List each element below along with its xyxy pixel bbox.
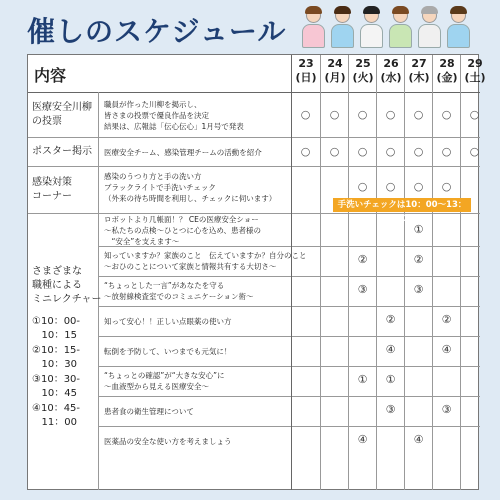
time-slot: ④10：45- 11：00 [32,403,81,428]
lecture-slot-mark: ③ [413,283,424,296]
lecture-slot-mark: ② [385,313,396,326]
senryu-day-mark: ○ [469,108,480,121]
lecture-slot-mark: ④ [385,343,396,356]
staff-illustration [300,6,472,50]
poster-day-mark: ○ [357,145,368,158]
doctor-icon [358,6,385,50]
weekday-label: (金) [436,71,458,84]
category-infection: 感染対策 コーナー [32,177,72,202]
nurse-icon [300,6,327,50]
senryu-day-mark: ○ [413,108,424,121]
category-lectures: さまざまな 職種による ミニレクチャー [32,266,102,305]
day-number: 23 [298,57,314,70]
day-number: 29 [467,57,483,70]
lecture-slot-mark: ④ [441,343,452,356]
poster-day-mark: ○ [329,145,340,158]
lecture-slot-mark: ② [441,313,452,326]
lecture-slot-mark: ① [357,373,368,386]
lecture-title: 知って安心！！正しい点眼薬の使い方 [104,316,232,326]
weekday-label: (日) [295,71,317,84]
category-senryu: 医療安全川柳 の投票 [32,102,92,127]
weekday-label: (水) [380,71,402,84]
category-poster: ポスター掲示 [32,146,92,157]
lecture-slot-mark: ① [413,222,424,236]
infection-day-mark: ○ [441,180,452,193]
staff-icon [329,6,356,50]
lecture-slot-mark: ③ [357,283,368,296]
day-header-29 [461,57,489,85]
senryu-day-mark: ○ [329,108,340,121]
day-number: 25 [355,57,371,70]
lecture-title: “ちょっとの確認”が“大きな安心”に 〜血液型から見える医療安全〜 [104,371,225,391]
time-slot: ①10：00- 10：15 [32,316,81,341]
poster-day-mark: ○ [441,145,452,158]
day-number: 27 [411,57,427,70]
infection-day-mark: ○ [385,180,396,193]
senryu-day-mark: ○ [357,108,368,121]
lecture-slot-mark: ④ [413,433,424,446]
lecture-slot-mark: ② [357,253,368,266]
lecture-slot-mark: ② [413,253,424,266]
senryu-day-mark: ○ [385,108,396,121]
lecture-slot-mark: ③ [385,403,396,416]
day-header-25 [349,57,377,85]
day-number: 26 [383,57,399,70]
lecture-title: 知っていますか？家族のこと 伝えていますか？自分のこと 〜おひのことについて家族と情報共有する大切さ〜 [104,251,307,271]
staff-icon [387,6,414,50]
senryu-description: 職員が作った川柳を掲示し、 皆さまの投票で優良作品を決定 結果は、広報誌「伝心伝心」1月号で発表 [104,100,244,131]
day-header-28 [433,57,461,85]
weekday-label: (木) [408,71,430,84]
poster-day-mark: ○ [413,145,424,158]
content-header: 内容 [34,66,67,85]
day-header-23 [292,57,320,85]
infection-day-mark: ○ [413,180,424,193]
day-number: 28 [439,57,455,70]
day-header-26 [377,57,405,85]
weekday-label: (月) [324,71,346,84]
doctor-icon [445,6,472,50]
weekday-label: (土) [464,71,486,84]
time-slot: ②10：15- 10：30 [32,345,81,370]
lecture-title: ロボットより几帳面！？ CEの医療安全ショー 〜私たちの点検〜ひとつに心を込め、患者様の “安全”を支えます〜 [104,215,262,246]
lecture-title: 転倒を予防して、いつまでも元気に！ [104,346,232,356]
time-slot: ③10：30- 10：45 [32,374,81,399]
poster-day-mark: ○ [385,145,396,158]
day-header-24 [321,57,349,85]
lecture-slot-mark: ③ [441,403,452,416]
weekday-label: (火) [352,71,374,84]
day-header-27 [405,57,433,85]
infection-description: 感染のうつり方と手の洗い方 ブラックライトで手洗いチェック （外来の待ち時間を利用し、チェックに伺います） [104,172,277,203]
page-title: 催しのスケジュール [27,15,287,48]
senryu-day-mark: ○ [441,108,452,121]
lecture-slot-mark: ④ [357,433,368,446]
lecture-title: 患者食の衛生管理について [104,406,194,416]
schedule-table [27,54,486,490]
lecture-title: 医薬品の安全な使い方を考えましょう [104,436,232,446]
poster-day-mark: ○ [469,145,480,158]
day-number: 24 [327,57,343,70]
handwash-time-badge: 手洗いチェックは10：00〜13：00 [333,198,471,212]
poster-description: 医療安全チーム、感染管理チームの活動を紹介 [104,148,262,157]
infection-day-mark: ○ [357,180,368,193]
lecture-title: “ちょっとした一言”があなたを守る 〜放射線検査室でのコミュニケーション術〜 [104,281,254,301]
pharmacist-icon [416,6,443,50]
lecture-slot-mark: ① [385,373,396,386]
poster-day-mark: ○ [300,145,311,158]
senryu-day-mark: ○ [300,108,311,121]
